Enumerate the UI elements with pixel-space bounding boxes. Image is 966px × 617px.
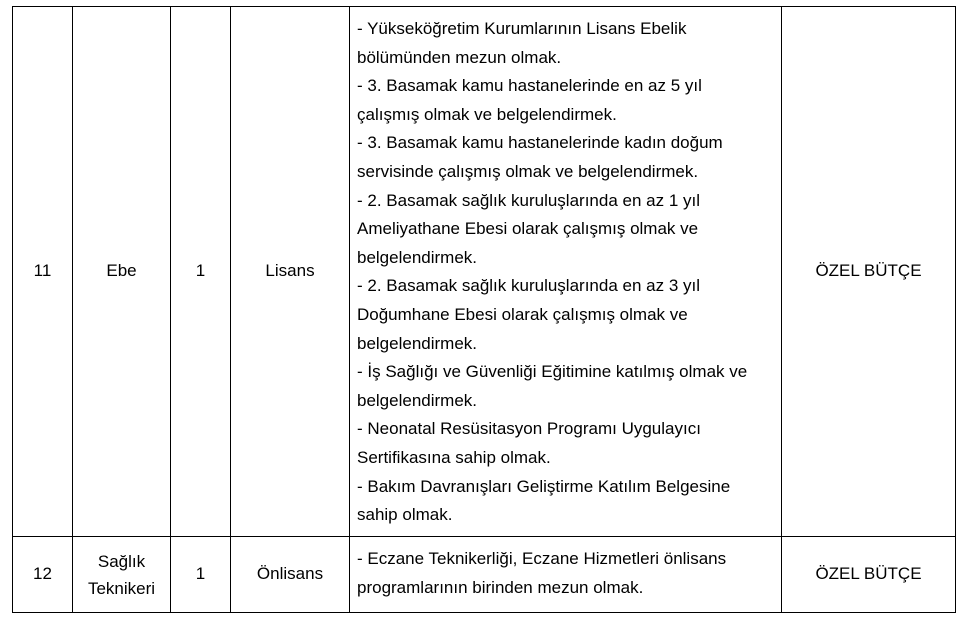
education-level-cell: Lisans [231, 7, 350, 537]
row-number-cell: 11 [13, 7, 73, 537]
requirement-line: belgelendirmek. [357, 247, 478, 267]
positions-table [12, 6, 956, 613]
budget-cell: ÖZEL BÜTÇE [782, 537, 956, 613]
requirement-line: - 2. Basamak sağlık kuruluşlarında en az 3 yıl [357, 276, 700, 296]
requirement-line: - Eczane Teknikerliği, Eczane Hizmetleri önlisans [357, 549, 727, 568]
requirement-line: bölümünden mezun olmak. [357, 47, 562, 67]
requirement-line: sahip olmak. [357, 505, 453, 525]
requirement-line: - 2. Basamak sağlık kuruluşlarında en az 1 yıl [357, 190, 700, 210]
requirement-line: - Bakım Davranışları Geliştirme Katılım Belgesine [357, 476, 731, 496]
requirement-line: Ameliyathane Ebesi olarak çalışmış olmak ve [357, 219, 699, 239]
requirement-line: Doğumhane Ebesi olarak çalışmış olmak ve [357, 304, 688, 324]
table-row [13, 7, 956, 537]
requirement-line: programlarının birinden mezun olmak. [357, 577, 644, 597]
table-row [13, 537, 956, 613]
requirement-line: servisinde çalışmış olmak ve belgelendirmek. [357, 161, 699, 181]
requirement-line: belgelendirmek. [357, 333, 478, 353]
requirement-line: - 3. Basamak kamu hastanelerinde kadın doğum [357, 133, 723, 153]
requirement-line: - 3. Basamak kamu hastanelerinde en az 5 yıl [357, 76, 702, 96]
budget-cell: ÖZEL BÜTÇE [782, 7, 956, 537]
education-level-cell: Önlisans [231, 537, 350, 613]
position-title-cell [73, 537, 171, 613]
requirements-cell [350, 537, 782, 613]
requirement-line: - İş Sağlığı ve Güvenliği Eğitimine katılmış olmak ve [357, 362, 748, 382]
position-title-cell: Ebe [73, 7, 171, 537]
requirements-cell [350, 7, 782, 537]
position-title-line: Teknikeri [87, 578, 156, 598]
requirement-line: Sertifikasına sahip olmak. [357, 447, 551, 467]
requirement-line: - Neonatal Resüsitasyon Programı Uygulayıcı [357, 419, 701, 439]
position-count-cell: 1 [171, 7, 231, 537]
position-title-line: Sağlık [97, 551, 146, 571]
row-number-cell: 12 [13, 537, 73, 613]
requirement-line: çalışmış olmak ve belgelendirmek. [357, 104, 617, 124]
requirement-line: belgelendirmek. [357, 390, 478, 410]
requirement-line: - Yükseköğretim Kurumlarının Lisans Ebelik [357, 19, 687, 38]
position-count-cell: 1 [171, 537, 231, 613]
